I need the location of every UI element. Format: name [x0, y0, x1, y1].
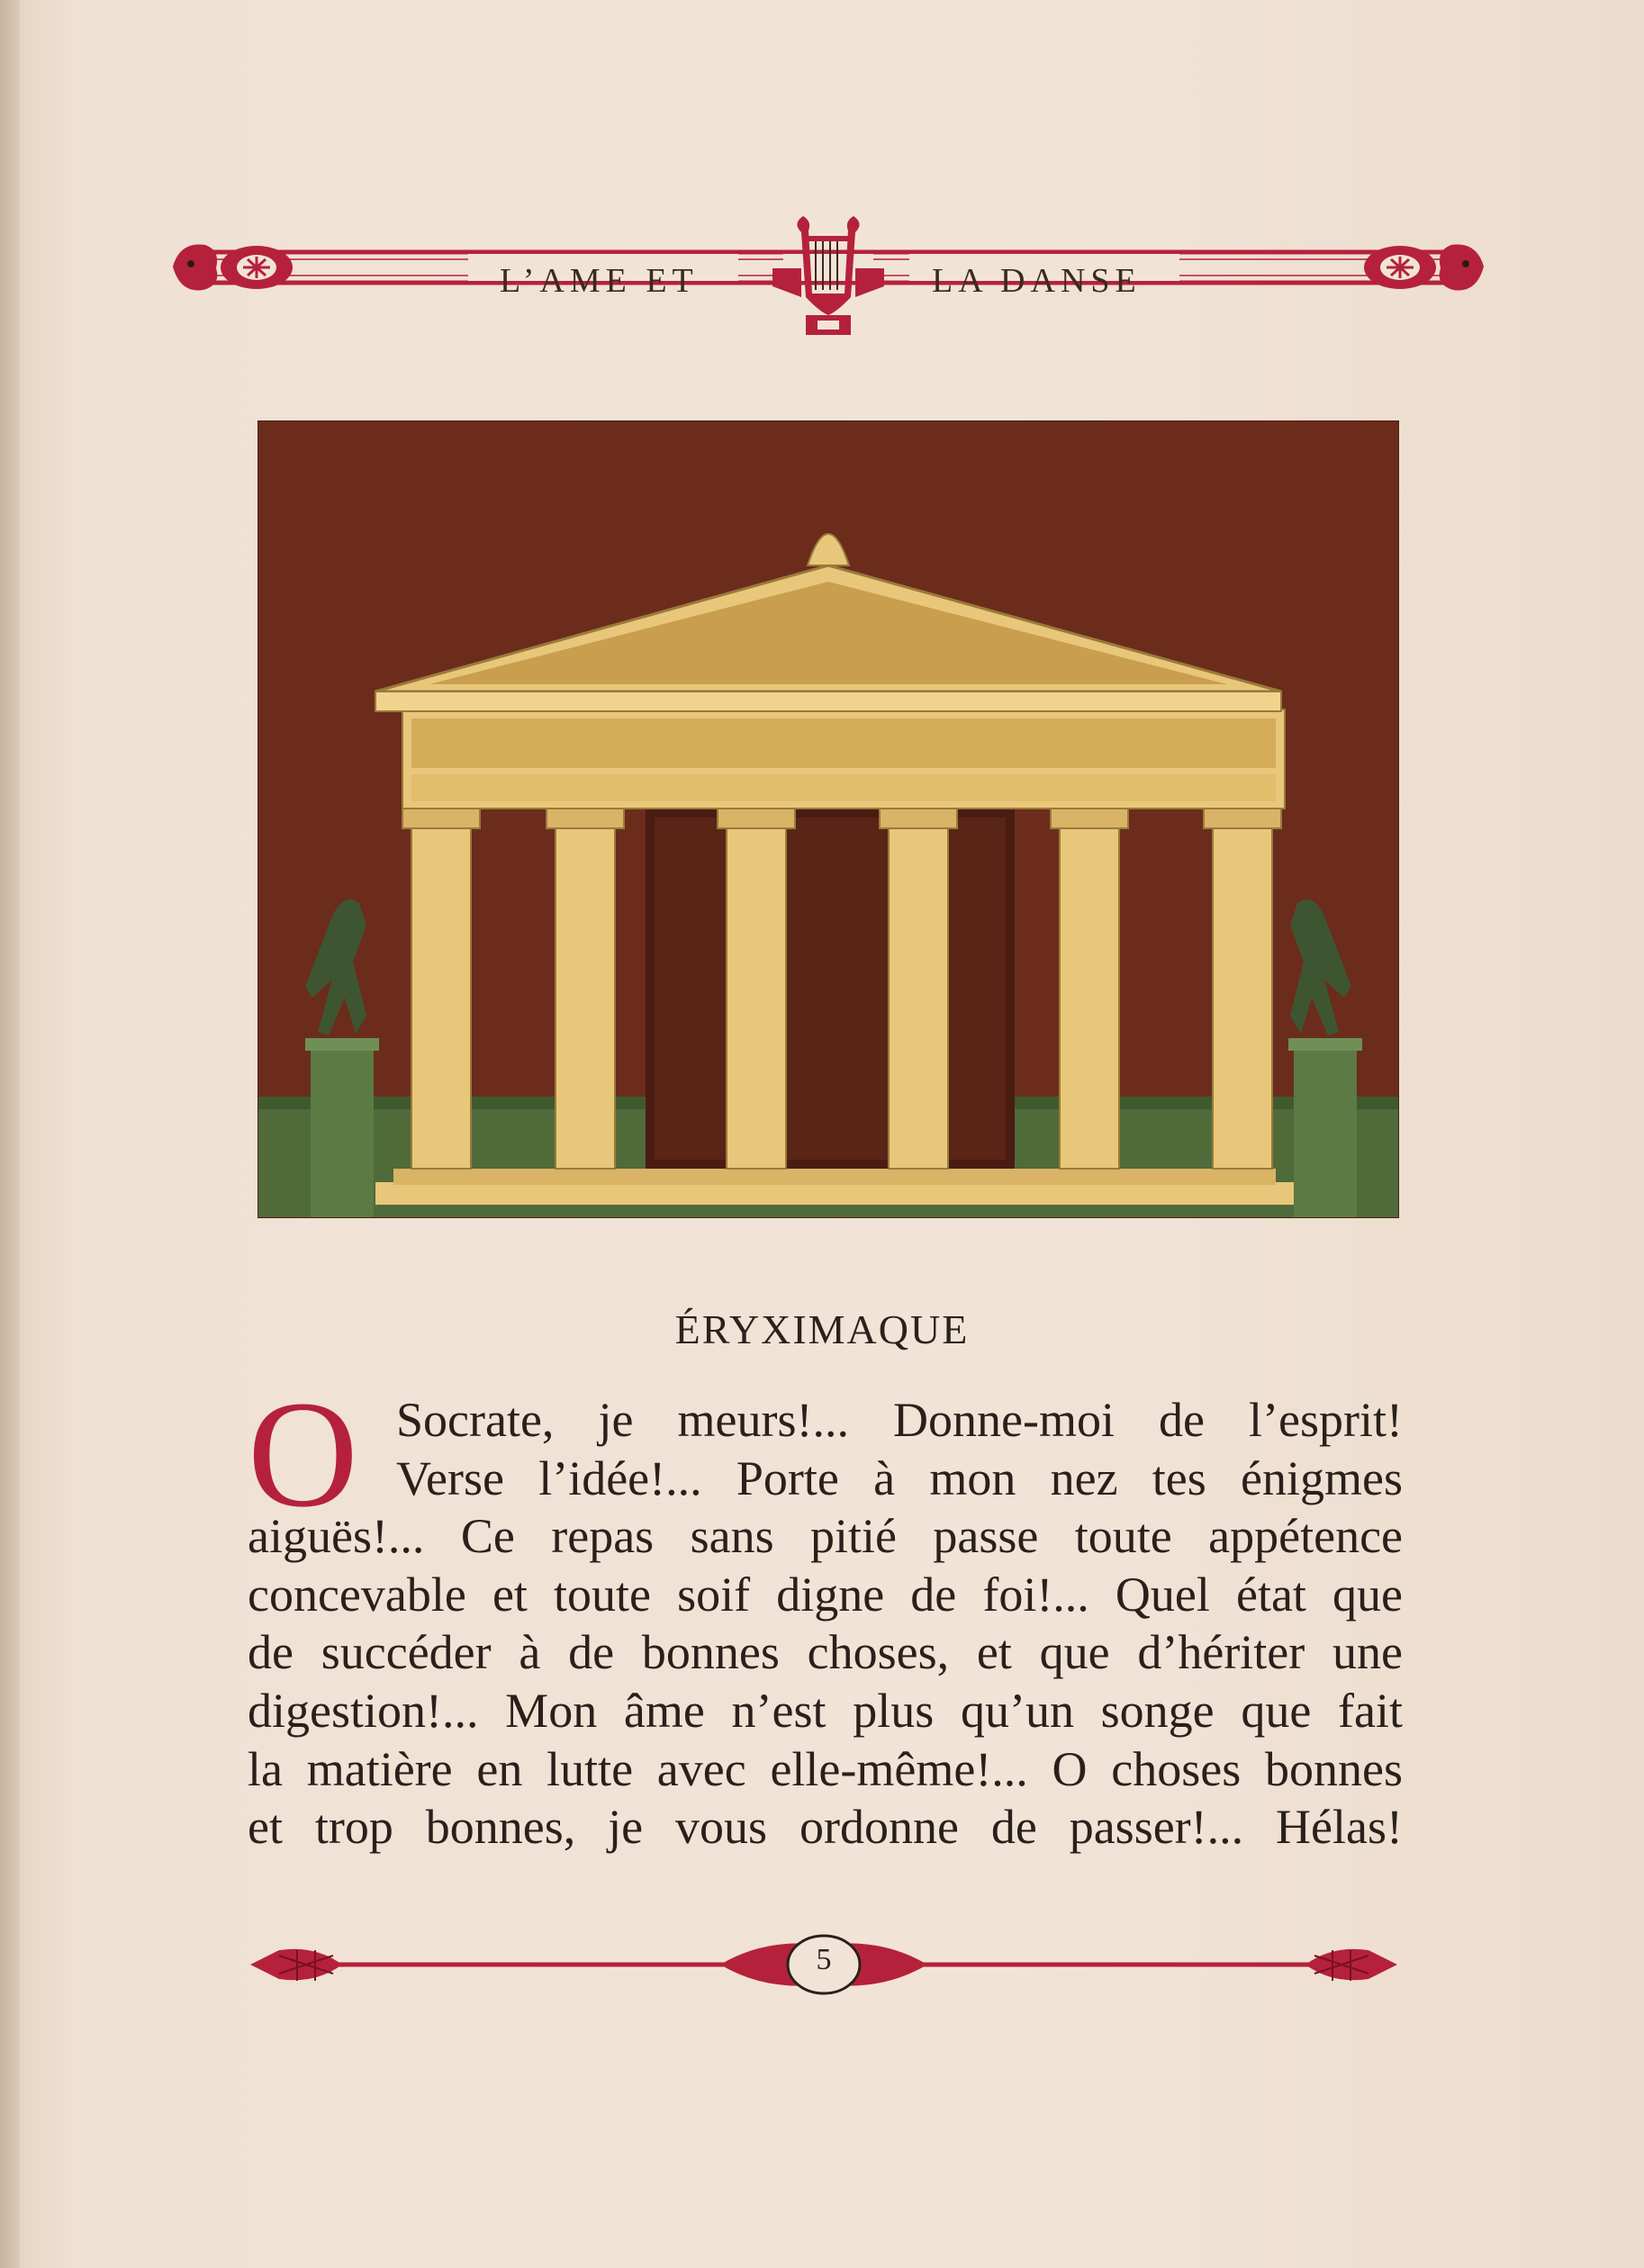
page-edge	[0, 0, 20, 2268]
text-line: et trop bonnes, je vous ordonne de passer!... Hélas!	[248, 1800, 1403, 1855]
running-head-band	[171, 214, 1486, 340]
statue-left-icon	[305, 899, 379, 1217]
lion-head-icon	[173, 245, 217, 291]
text-line: de succéder à de bonnes choses, et que d’hériter une	[248, 1625, 1403, 1680]
temple-illustration	[258, 421, 1398, 1217]
text-line: digestion!... Mon âme n’est plus qu’un songe que fait	[248, 1683, 1403, 1738]
running-head-right: LA DANSE	[932, 262, 1142, 300]
text-line: Socrate, je meurs!... Donne-moi de l’esprit!	[396, 1393, 1403, 1447]
text-line: aiguës!... Ce repas sans pitié passe toute appétence	[248, 1509, 1403, 1564]
lyre-icon	[772, 216, 884, 335]
speaker-heading: ÉRYXIMAQUE	[674, 1306, 970, 1352]
palmette-right-icon	[1364, 246, 1436, 289]
palmette-left-icon	[221, 246, 293, 289]
drop-cap: O	[248, 1369, 358, 1539]
text-line: la matière en lutte avec elle-même!... O choses bonnes	[248, 1741, 1403, 1796]
text-line: concevable et toute soif digne de foi!... Quel état que	[248, 1567, 1403, 1622]
statue-right-icon	[1288, 899, 1362, 1217]
lion-head-right-icon	[1440, 245, 1484, 291]
text-line: Verse l’idée!... Porte à mon nez tes énigmes	[396, 1450, 1403, 1505]
page-number: 5	[816, 1943, 832, 1976]
footer-ornament	[243, 1925, 1405, 2006]
running-head-left: L’AME ET	[500, 262, 699, 300]
dialogue-paragraph	[248, 1391, 1403, 1857]
